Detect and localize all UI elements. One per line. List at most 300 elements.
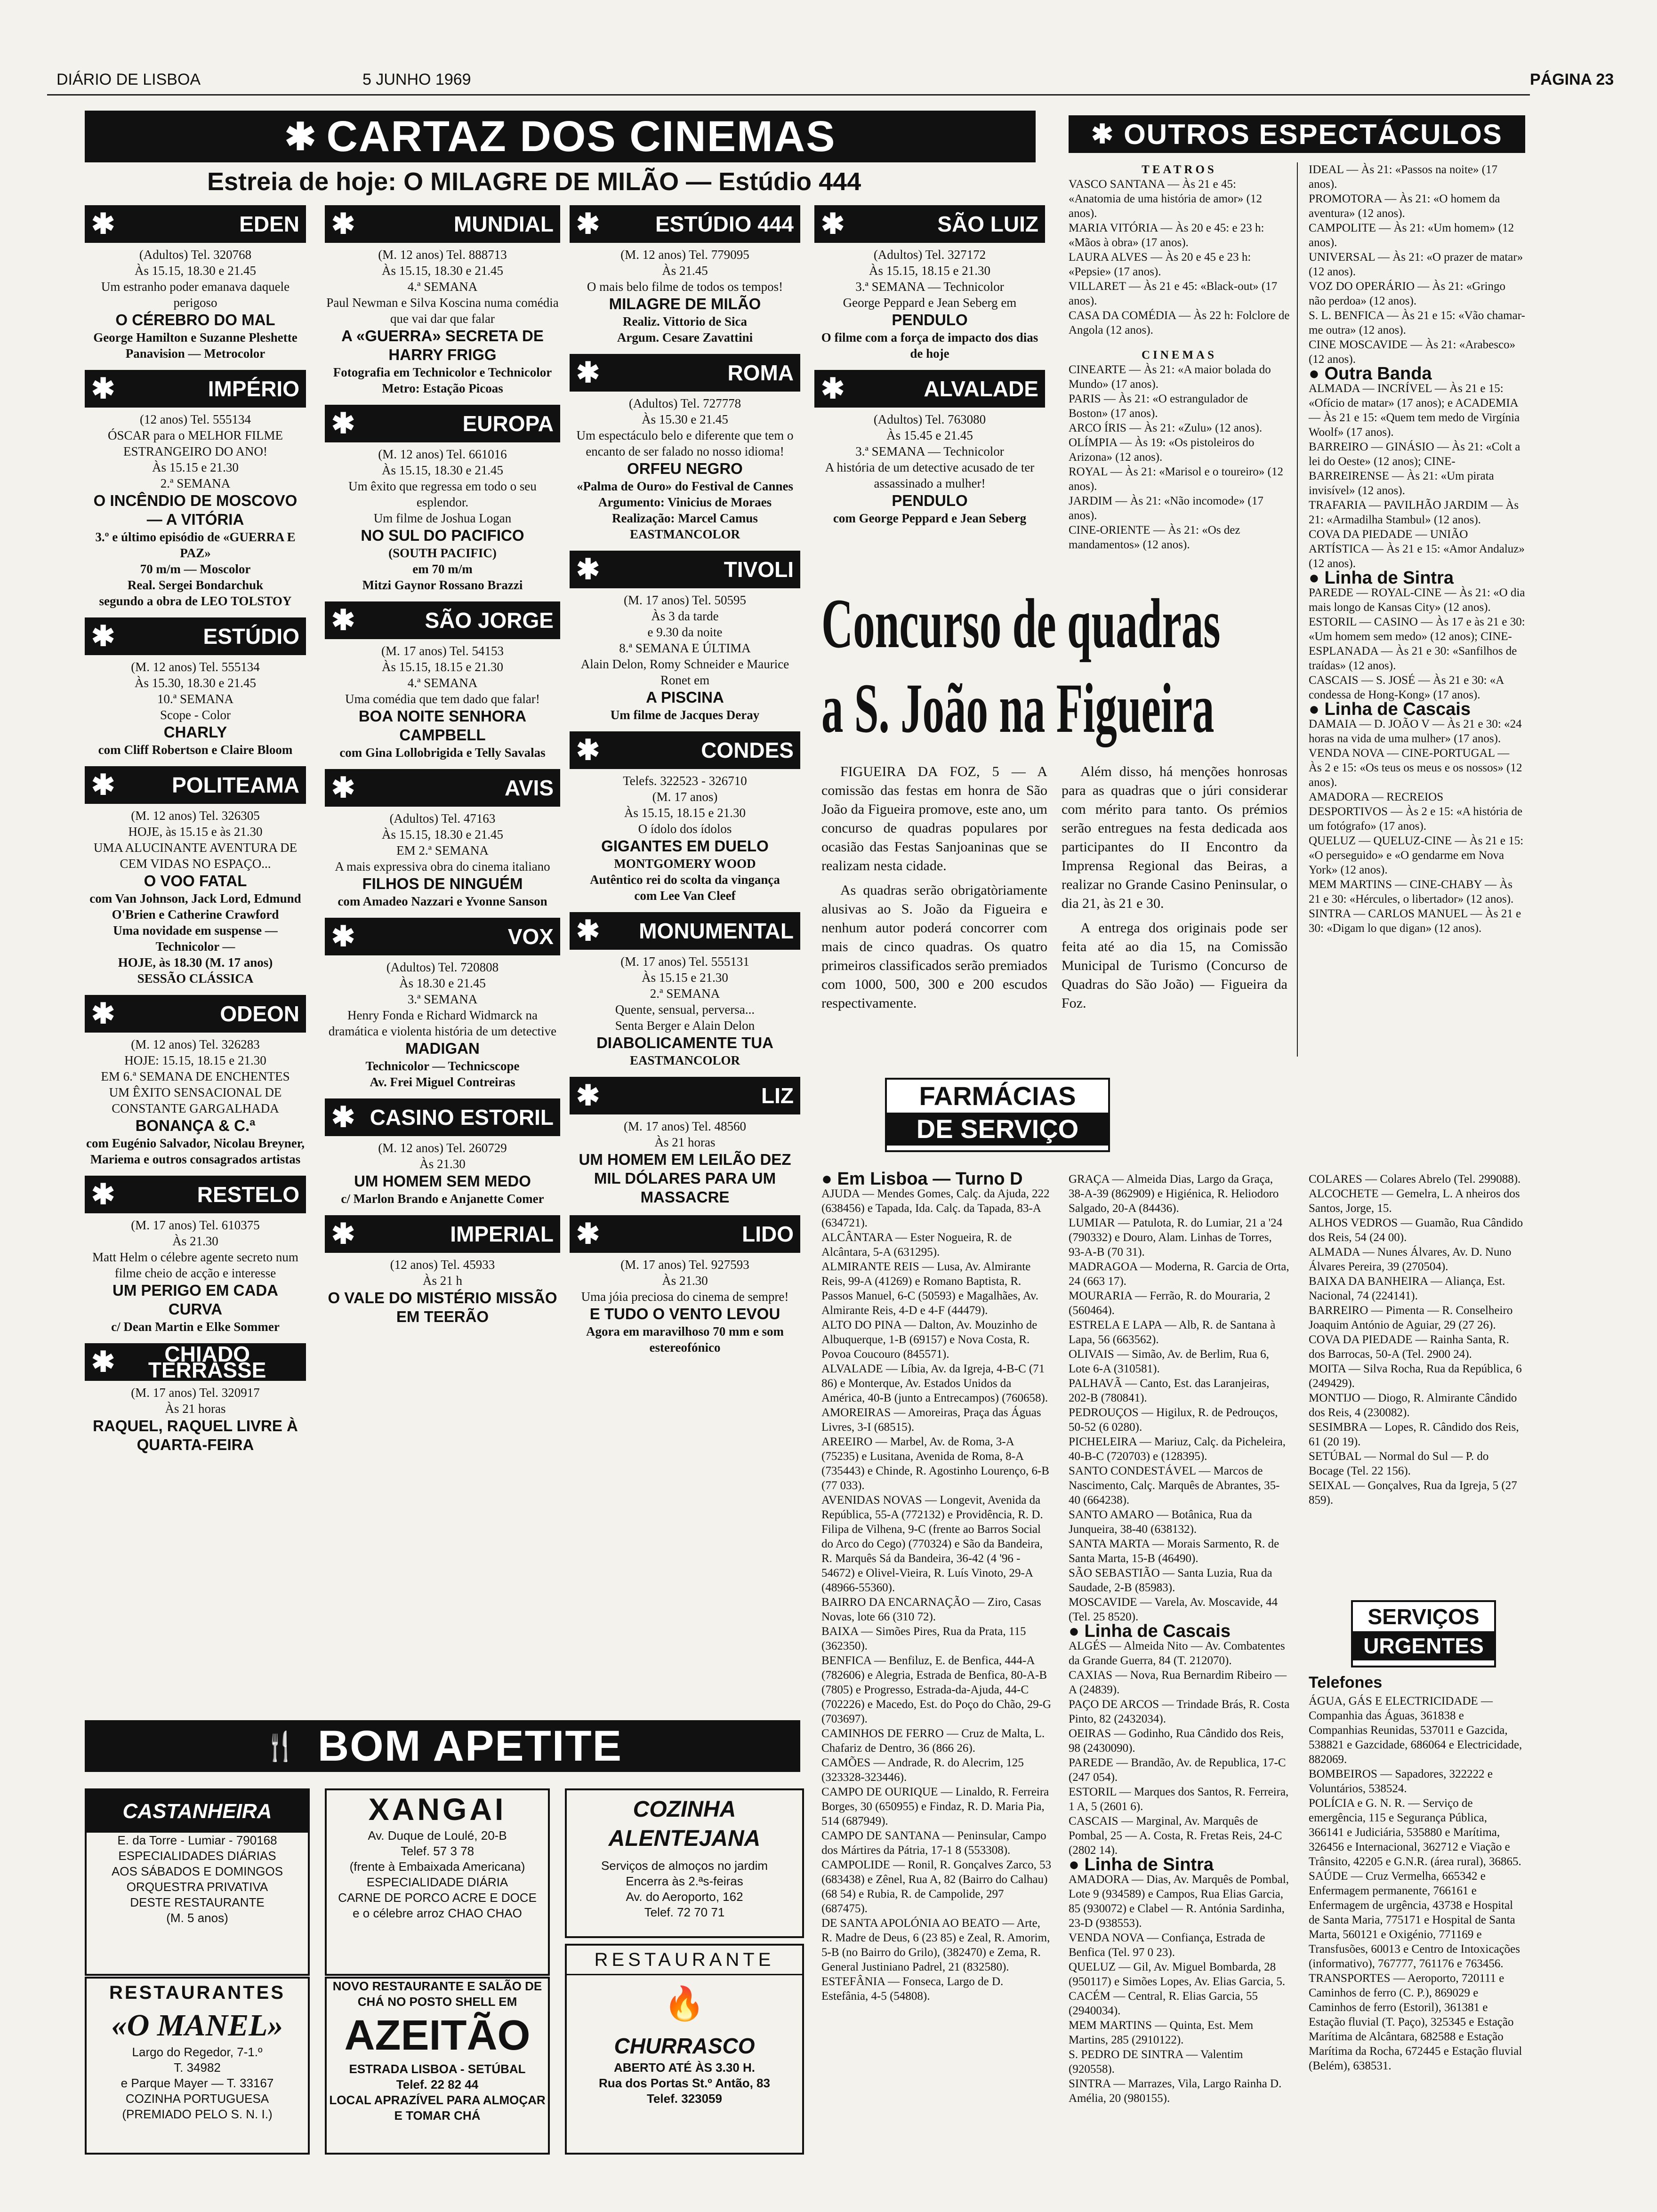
- cinema-name: CONDES: [701, 738, 794, 762]
- listing-line: Às 15.15, 18.30 e 21.45: [382, 264, 503, 278]
- list-item: LAURA ALVES — Às 20 e 45 e 23 h: «Pepsie» (17 anos).: [1069, 251, 1251, 278]
- cinema-listing: [325, 918, 560, 1090]
- listing-line: Às 21 horas: [654, 1135, 716, 1149]
- telefones-heading: Telefones: [1309, 1674, 1383, 1691]
- list-item: ESPECIALIDADES DIÁRIAS: [118, 1849, 276, 1863]
- farmacias-cascais-list: [1069, 1639, 1290, 1858]
- listing-line: Às 21.45: [662, 264, 708, 278]
- cinema-name: ESTÚDIO 444: [655, 212, 794, 236]
- list-item: ALCÂNTARA — Ester Nogueira, R. de Alcântara, 5-A (631295).: [821, 1231, 1012, 1258]
- list-item: BAIXA DA BANHEIRA — Aliança, Est. Nacional, 74 (224141).: [1309, 1275, 1505, 1302]
- listing-line: (M. 17 anos): [652, 790, 718, 804]
- asterisk-icon: ✱: [331, 604, 355, 636]
- list-item: UNIVERSAL — Às 21: «O prazer de matar» (12 anos).: [1309, 251, 1523, 278]
- asterisk-icon: ✱: [576, 553, 600, 585]
- cinema-listing: [325, 205, 560, 396]
- list-item: CINE-ORIENTE — Às 21: «Os dez mandamentos» (12 anos).: [1069, 524, 1240, 551]
- list-item: SINTRA — CARLOS MANUEL — Às 21 e 30: «Digam lo que digan» (12 anos).: [1309, 907, 1521, 935]
- cinema-listing: [85, 370, 306, 609]
- list-item: MEM MARTINS — CINE-CHABY — Às 21 e 30: «Hércules, o libertador» (12 anos).: [1309, 878, 1514, 906]
- listing-extra: Av. Frei Miguel Contreiras: [370, 1075, 515, 1089]
- asterisk-icon: ✱: [576, 357, 600, 388]
- asterisk-icon: ✱: [331, 208, 355, 240]
- film-title: O VALE DO MISTÉRIO MISSÃO EM TEERÃO: [328, 1289, 557, 1325]
- castanheira-name: CASTANHEIRA: [87, 1790, 308, 1833]
- cinema-name: SÃO JORGE: [425, 608, 554, 633]
- listing-line: Um espectáculo belo e diferente que tem o encanto de ser falado no nosso idioma!: [576, 428, 794, 458]
- cinema-listing: [570, 1215, 800, 1355]
- cinema-name: EDEN: [239, 212, 299, 236]
- cinema-column-3: [570, 202, 800, 1364]
- listing-extra: George Hamilton e Suzanne Pleshette: [93, 330, 298, 345]
- servicos-list: [1309, 1694, 1525, 2073]
- concurso-paragraph: FIGUEIRA DA FOZ, 5 — A comissão das festas em honra de São João da Figueira promove, este ano, um concurso de quadras populares por ocasião das Festas Sanjoaninas que se realizam nesta cidade.: [821, 764, 1047, 874]
- cinema-listing: [814, 370, 1045, 526]
- list-item: Telef. 57 3 78: [400, 1844, 475, 1858]
- cinema-name-banner: [325, 205, 560, 243]
- list-item: VENDA NOVA — CINE-PORTUGAL — Às 2 e 15: «Os teus os meus e os nossos» (12 anos).: [1309, 747, 1522, 789]
- asterisk-icon: ✱: [821, 208, 845, 240]
- asterisk-icon: ✱: [821, 373, 845, 404]
- list-item: IDEAL — Às 21: «Passos na noite» (17 anos).: [1309, 163, 1498, 191]
- list-item: AJUDA — Mendes Gomes, Calç. da Ajuda, 222 (638456) e Tapada, Ida. Calç. da Tapada, 83-A (634721).: [821, 1187, 1050, 1229]
- listing-line: Às 15.30 e 21.45: [642, 412, 728, 426]
- listing-line: Às 15.30, 18.30 e 21.45: [135, 676, 256, 690]
- teatros-list: [1069, 177, 1290, 337]
- list-item: VILLARET — Às 21 e 45: «Black-out» (17 anos).: [1069, 280, 1278, 307]
- cinema-name-banner: [570, 912, 800, 950]
- cinema-listing: [85, 995, 306, 1167]
- list-item: Telef. 323059: [647, 2092, 722, 2106]
- concurso-paragraph: A entrega dos originais pode ser feita até ao dia 15, na Comissão Municipal de Turismo (Concurso de Quadras do São João) — Figueira da Foz.: [1062, 920, 1287, 1011]
- listing-extra: Metro: Estação Picoas: [382, 381, 503, 395]
- cinema-name-banner: [325, 1098, 560, 1136]
- cinema-listing: [570, 551, 800, 723]
- film-title: UM HOMEM EM LEILÃO DEZ MIL DÓLARES PARA UM MASSACRE: [579, 1151, 791, 1206]
- listing-line: Às 15.15, 18.30 e 21.45: [135, 264, 256, 278]
- newspaper-name: DIÁRIO DE LISBOA: [56, 71, 201, 88]
- list-item: BAIRRO DA ENCARNAÇÃO — Ziro, Casas Novas, lote 66 (310 72).: [821, 1596, 1041, 1623]
- list-item: Av. do Aeroporto, 162: [626, 1890, 743, 1904]
- film-title: O INCÊNDIO DE MOSCOVO — A VITÓRIA: [93, 492, 298, 528]
- cinema-name-banner: [570, 205, 800, 243]
- listing-line: 4.ª SEMANA: [407, 280, 478, 294]
- outros-right-column: [1309, 162, 1525, 936]
- list-item: CAMPO DE SANTANA — Peninsular, Campo dos Mártires da Pátria, 17-1 8 (553308).: [821, 1829, 1046, 1857]
- listing-extra: EASTMANCOLOR: [629, 527, 740, 541]
- cinema-name-banner: [85, 995, 306, 1033]
- list-item: QUELUZ — QUELUZ-CINE — Às 21 e 15: «O perseguido» e «O gendarme em Nova York» (12 anos).: [1309, 834, 1524, 876]
- list-item: TRAFARIA — PAVILHÃO JARDIM — Às 21: «Armadilha Stambul» (12 anos).: [1309, 499, 1519, 526]
- listing-line: Um estranho poder emanava daquele perigoso: [101, 280, 290, 310]
- listing-extra: Fotografia em Technicolor e Technicolor: [333, 365, 552, 379]
- farmacias-mid-column: [1069, 1172, 1290, 2106]
- listing-line: (M. 12 anos) Tel. 888713: [378, 248, 507, 262]
- listing-line: Telefs. 322523 - 326710: [623, 774, 747, 788]
- asterisk-icon: ✱: [331, 1218, 355, 1250]
- listing-extra: (SOUTH PACIFIC): [388, 546, 497, 560]
- list-item: ESTRADA LISBOA - SETÚBAL: [349, 2062, 526, 2076]
- list-item: OLÍMPIA — Às 19: «Os pistoleiros do Arizona» (12 anos).: [1069, 436, 1255, 464]
- fork-knife-icon: 🍴: [263, 1730, 299, 1762]
- listing-line: George Peppard e Jean Seberg em: [843, 296, 1017, 310]
- farmacias-lisboa-column: [821, 1169, 1052, 2004]
- listing-line: (Adultos) Tel. 327172: [873, 248, 986, 262]
- list-item: AMOREIRAS — Amoreiras, Praça das Águas Livres, 3-I (68515).: [821, 1406, 1041, 1434]
- listing-line: (M. 12 anos) Tel. 661016: [378, 447, 507, 461]
- list-item: SANTO AMARO — Botânica, Rua da Junqueira, 38-40 (638132).: [1069, 1508, 1252, 1536]
- cinema-listing: [570, 1077, 800, 1207]
- listing-line: (12 anos) Tel. 555134: [139, 412, 251, 426]
- list-item: CAMPOLIDE — Ronil, R. Gonçalves Zarco, 53 (683438) e Zênel, Rua A, 82 (Bairro do Calhau) (68 54) e Rubia, R. de Campolide, 297 (687475).: [821, 1859, 1052, 1915]
- cinema-name-banner: [570, 551, 800, 588]
- list-item: DAMAIA — D. JOÃO V — Às 21 e 30: «24 horas na vida de uma mulher» (17 anos).: [1309, 718, 1522, 745]
- listing-line: 2.ª SEMANA: [160, 476, 231, 490]
- list-item: PAÇO DE ARCOS — Trindade Brás, R. Costa Pinto, 82 (2432034).: [1069, 1698, 1290, 1725]
- listing-extra: Uma novidade em suspense — Technicolor —: [113, 923, 278, 954]
- churrasco-head: RESTAURANTE: [567, 1946, 802, 1975]
- list-item: ALGÉS — Almeida Nito — Av. Combatentes da Grande Guerra, 84 (T. 212070).: [1069, 1640, 1285, 1667]
- cinema-name-banner: [814, 205, 1045, 243]
- listing-line: (M. 12 anos) Tel. 555134: [131, 660, 260, 674]
- listing-line: e 9.30 da noite: [647, 625, 723, 639]
- concurso-text-right: [1062, 762, 1287, 1018]
- listing-extra: SESSÃO CLÁSSICA: [137, 971, 254, 986]
- servicos-title-2: URGENTES: [1353, 1631, 1494, 1660]
- listing-line: Um êxito que regressa em todo o seu esplendor.: [348, 479, 537, 509]
- listing-line: ÓSCAR para o MELHOR FILME ESTRANGEIRO DO ANO!: [108, 428, 283, 458]
- farmacias-banner: [885, 1078, 1110, 1152]
- manel-head: RESTAURANTES: [109, 1982, 285, 2003]
- listing-line: EM 2.ª SEMANA: [396, 843, 489, 858]
- list-item: CAXIAS — Nova, Rua Bernardim Ribeiro — A (24839).: [1069, 1669, 1287, 1696]
- film-title: E TUDO O VENTO LEVOU: [589, 1305, 780, 1322]
- list-item: SESIMBRA — Lopes, R. Cândido dos Reis, 61 (20 19).: [1309, 1421, 1519, 1448]
- list-item: SEIXAL — Gonçalves, Rua da Igreja, 5 (27 859).: [1309, 1479, 1517, 1507]
- cinema-name-banner: [325, 769, 560, 807]
- ad-cozinha-alentejana: [565, 1788, 804, 1938]
- cinema-column-1: [85, 202, 306, 1463]
- film-title: CHARLY: [163, 723, 227, 741]
- film-title: PENDULO: [892, 311, 968, 329]
- film-title: BOA NOITE SENHORA CAMPBELL: [358, 707, 527, 744]
- list-item: TRANSPORTES — Aeroporto, 720111 e Caminhos de ferro (C. P.), 869029 e Caminhos de ferro (Estoril), 361381 e Estação fluvial (T. Paço), 325345 e Estação Marítima de Alcântara, 682588 e Estação Marítima da Rocha, 672445 e Estação fluvial (Belém), 638531.: [1309, 1972, 1522, 2072]
- listing-extra: com Amadeo Nazzari e Yvonne Sanson: [338, 894, 547, 908]
- asterisk-icon: ✱: [284, 115, 317, 158]
- concurso-title-1: Concurso de quadras: [821, 585, 1221, 663]
- servicos-column: [1309, 1675, 1525, 2073]
- cinema-name: IMPÉRIO: [208, 377, 299, 401]
- list-item: AOS SÁBADOS E DOMINGOS: [111, 1864, 283, 1878]
- servicos-banner: [1351, 1600, 1496, 1667]
- list-item: COZINHA PORTUGUESA: [125, 2092, 269, 2106]
- list-item: MADRAGOA — Moderna, R. Garcia de Orta, 24 (663 17).: [1069, 1260, 1289, 1288]
- cinema-name: POLITEAMA: [172, 773, 299, 797]
- list-item: AREEIRO — Marbel, Av. de Roma, 3-A (75235) e Lusitana, Avenida de Roma, 8-A (735443) e Chinde, R. Agostinho Lourenço, 6-B (77 033).: [821, 1435, 1049, 1492]
- listing-line: (Adultos) Tel. 720808: [386, 960, 499, 974]
- cinema-name: CASINO ESTORIL: [370, 1105, 554, 1130]
- list-item: ESTORIL — Marques dos Santos, R. Ferreira, 1 A, 5 (2601 6).: [1069, 1786, 1289, 1813]
- listing-line: UMA ALUCINANTE AVENTURA DE CEM VIDAS NO ESPAÇO...: [93, 841, 298, 871]
- list-item: S. PEDRO DE SINTRA — Valentim (920558).: [1069, 2048, 1243, 2076]
- alentejana-name: COZINHA ALENTEJANA: [608, 1797, 761, 1851]
- listing-extra: Autêntico rei do scolta da vingança: [590, 873, 780, 887]
- outra-banda-list: [1309, 381, 1525, 571]
- ad-xangai: [325, 1788, 550, 1976]
- farmacias-sintra-list: [1069, 1872, 1290, 2106]
- listing-line: (M. 12 anos) Tel. 326283: [131, 1037, 260, 1051]
- listing-line: Alain Delon, Romy Schneider e Maurice Ronet em: [580, 657, 789, 687]
- flame-icon: 🔥: [664, 1985, 705, 2022]
- list-item: Largo do Regedor, 7-1.º: [132, 2045, 263, 2059]
- film-title: FILHOS DE NINGUÉM: [362, 875, 523, 892]
- list-item: (M. 5 anos): [166, 1911, 228, 1925]
- listing-line: 3.ª SEMANA — Technicolor: [855, 444, 1004, 458]
- sintra-list: [1309, 585, 1525, 702]
- outros-banner: [1069, 115, 1525, 153]
- listing-line: 2.ª SEMANA: [650, 986, 720, 1001]
- list-item: MARIA VITÓRIA — Às 20 e 45: e 23 h: «Mãos à obra» (17 anos).: [1069, 222, 1264, 249]
- listing-extra: segundo a obra de LEO TOLSTOY: [99, 594, 292, 608]
- churrasco-name: CHURRASCO: [614, 2034, 755, 2058]
- cinema-name: ROMA: [727, 361, 794, 385]
- listing-line: (M. 17 anos) Tel. 927593: [620, 1258, 749, 1272]
- list-item: CAMPOLITE — Às 21: «Um homem» (12 anos).: [1309, 222, 1514, 249]
- listing-extra: com George Peppard e Jean Seberg: [833, 511, 1027, 525]
- cinema-name: LIZ: [761, 1083, 794, 1108]
- listing-line: (M. 12 anos) Tel. 326305: [131, 809, 260, 823]
- listing-line: (12 anos) Tel. 45933: [390, 1258, 495, 1272]
- listing-line: Às 3 da tarde: [651, 609, 719, 623]
- cinema-listing: [570, 912, 800, 1068]
- listing-extra: c/ Dean Martin e Elke Sommer: [111, 1320, 280, 1334]
- listing-extra: com Van Johnson, Jack Lord, Edmund O'Brien e Catherine Crawford: [89, 891, 301, 922]
- farmacias-right-column: [1309, 1172, 1525, 1507]
- listing-extra: Argum. Cesare Zavattini: [617, 330, 753, 345]
- list-item: SANTO CONDESTÁVEL — Marcos de Nascimento, Calç. Marquês de Abrantes, 35-40 (664238).: [1069, 1465, 1280, 1507]
- list-item: Telef. 22 82 44: [396, 2077, 479, 2092]
- manel-lines: [87, 2044, 308, 2122]
- asterisk-icon: ✱: [331, 408, 355, 439]
- list-item: CARNE DE PORCO ACRE E DOCE: [338, 1891, 537, 1905]
- azeitao-name: AZEITÃO: [344, 2012, 531, 2059]
- film-title: UM HOMEM SEM MEDO: [354, 1172, 531, 1190]
- listing-line: Uma jóia preciosa do cinema de sempre!: [581, 1290, 789, 1304]
- listing-line: Senta Berger e Alain Delon: [615, 1018, 755, 1033]
- listing-line: (M. 17 anos) Tel. 555131: [620, 954, 749, 969]
- list-item: ALMADA — INCRÍVEL — Às 21 e 15: «Ofício de matar» (17 anos); e ACADEMIA — Às 21 e 15: «Quem tem medo de Virgínia Woolf» (17 anos).: [1309, 382, 1520, 439]
- ad-castanheira: [85, 1788, 310, 1976]
- list-item: CAMÕES — Andrade, R. do Alecrim, 125 (323328-323446).: [821, 1756, 1024, 1784]
- listing-line: 10.ª SEMANA: [157, 692, 233, 706]
- list-item: ÁGUA, GÁS E ELECTRICIDADE — Companhia das Águas, 361838 e Companhias Reunidas, 537011 e Gazcida, 538821 e Gazcidade, 686064 e Electricidade, 882069.: [1309, 1695, 1522, 1766]
- cinema-listing: [85, 617, 306, 758]
- list-item: SINTRA — Marrazes, Vila, Largo Rainha D. Amélia, 20 (980155).: [1069, 2077, 1282, 2105]
- list-item: CAMPO DE OURIQUE — Linaldo, R. Ferreira Borges, 30 (650955) e Findaz, R. D. Maria Pia, 514 (687949).: [821, 1786, 1049, 1827]
- list-item: VASCO SANTANA — Às 21 e 45: «Anatomia de uma história de amor» (12 anos).: [1069, 178, 1262, 220]
- cinema-name: ODEON: [220, 1002, 299, 1026]
- list-item: COVA DA PIEDADE — UNIÃO ARTÍSTICA — Às 21 e 15: «Amor Andaluz» (12 anos).: [1309, 528, 1525, 570]
- asterisk-icon: ✱: [576, 1080, 600, 1111]
- film-title: O CÉREBRO DO MAL: [115, 311, 275, 329]
- cinema-name-banner: [570, 1215, 800, 1253]
- listing-line: Às 21.30: [662, 1274, 708, 1288]
- film-title: GIGANTES EM DUELO: [601, 837, 769, 855]
- asterisk-icon: ✱: [91, 1178, 115, 1210]
- list-item: PROMOTORA — Às 21: «O homem da aventura» (12 anos).: [1309, 192, 1500, 220]
- listing-extra: 70 m/m — Moscolor: [140, 562, 251, 576]
- list-item: VOZ DO OPERÁRIO — Às 21: «Gringo não perdoa» (12 anos).: [1309, 280, 1506, 307]
- issue-date: 5 JUNHO 1969: [362, 71, 471, 88]
- listing-line: (M. 17 anos) Tel. 50595: [623, 593, 747, 607]
- list-item: OEIRAS — Godinho, Rua Cândido dos Reis, 98 (2430090).: [1069, 1727, 1284, 1755]
- list-item: BOMBEIROS — Sapadores, 322222 e Voluntários, 538524.: [1309, 1768, 1493, 1795]
- cinema-name-banner: [325, 601, 560, 639]
- listing-line: (Adultos) Tel. 47163: [389, 811, 496, 825]
- listing-line: Às 21.30: [172, 1234, 218, 1248]
- list-item: ORQUESTRA PRIVATIVA: [126, 1880, 268, 1894]
- list-item: CINEARTE — Às 21: «A maior bolada do Mundo» (17 anos).: [1069, 363, 1271, 391]
- cinema-name-banner: [85, 617, 306, 655]
- outra-banda-heading: ● Outra Banda: [1309, 367, 1525, 381]
- listing-line: Quente, sensual, perversa...: [615, 1002, 755, 1017]
- listing-line: (M. 12 anos) Tel. 260729: [378, 1141, 507, 1155]
- listing-line: O mais belo filme de todos os tempos!: [587, 280, 783, 294]
- list-item: BARREIRO — Pimenta — R. Conselheiro Joaquim António de Aguiar, 29 (27 26).: [1309, 1304, 1513, 1331]
- lisboa-heading: ● Em Lisboa — Turno D: [821, 1172, 1052, 1186]
- cinema-name: TIVOLI: [724, 557, 794, 582]
- listing-extra: Mitzi Gaynor Rossano Brazzi: [362, 578, 523, 592]
- cinema-column-2: [325, 202, 560, 1335]
- list-item: Rua dos Portas St.º Antão, 83: [599, 2076, 770, 2090]
- cartaz-banner: [85, 111, 1036, 162]
- listing-line: (M. 17 anos) Tel. 320917: [131, 1386, 260, 1400]
- farmacias-title-1: FARMÁCIAS: [919, 1081, 1076, 1111]
- xangai-lines: [327, 1828, 548, 1921]
- estreia-line: Estreia de hoje: O MILAGRE DE MILÃO — Estúdio 444: [207, 168, 861, 196]
- list-item: ALMADA — Nunes Álvares, Av. D. Nuno Álvares Pereira, 39 (270504).: [1309, 1246, 1512, 1273]
- list-item: CASA DA COMÉDIA — Às 22 h: Folclore de Angola (12 anos).: [1069, 309, 1290, 337]
- listing-line: HOJE, às 15.15 e às 21.30: [128, 825, 263, 839]
- listing-extra: Real. Sergei Bondarchuk: [127, 578, 264, 592]
- cinema-name-banner: [570, 1077, 800, 1114]
- list-item: MOITA — Silva Rocha, Rua da República, 6 (249429).: [1309, 1362, 1522, 1390]
- churrasco-lines: [567, 2060, 802, 2107]
- list-item: COVA DA PIEDADE — Rainha Santa, R. dos Barrocas, 50-A (Tel. 2900 24).: [1309, 1333, 1509, 1361]
- list-item: ESTEFÂNIA — Fonseca, Largo de D. Estefânia, 4-5 (54808).: [821, 1975, 1004, 2003]
- film-title: NO SUL DO PACIFICO: [361, 527, 524, 544]
- cinema-name-banner: [85, 205, 306, 243]
- concurso-text-left: [821, 762, 1047, 1018]
- list-item: ALVALADE — Líbia, Av. da Igreja, 4-B-C (71 86) e Monterque, Av. Estados Unidos da América, 40-B (junto a Entrecampos) (760658).: [821, 1362, 1048, 1404]
- xangai-name: XANGAI: [368, 1792, 507, 1827]
- listing-line: A história de um detective acusado de ter assassinado a mulher!: [825, 460, 1035, 490]
- list-item: CASCAIS — Marginal, Av. Marquês de Pombal, 25 — A. Costa, R. Fretas Reis, 24-C (2802 14).: [1069, 1815, 1282, 1857]
- listing-line: O ídolo dos ídolos: [638, 822, 732, 836]
- asterisk-icon: ✱: [1091, 119, 1115, 149]
- list-item: Encerra às 2.ªs-feiras: [626, 1874, 743, 1888]
- film-title: O VOO FATAL: [144, 872, 247, 890]
- asterisk-icon: ✱: [91, 998, 115, 1029]
- cinema-listing: [85, 1343, 306, 1454]
- list-item: Telef. 72 70 71: [644, 1905, 725, 1919]
- list-item: PAREDE — ROYAL-CINE — Às 21: «O dia mais longo de Kansas City» (12 anos).: [1309, 586, 1525, 614]
- listing-line: (Adultos) Tel. 727778: [628, 396, 741, 410]
- manel-name: «O MANEL»: [111, 2008, 283, 2043]
- azeitao-lines: [327, 1979, 548, 2010]
- cinema-listing: [570, 354, 800, 542]
- cinema-name: MUNDIAL: [453, 212, 554, 236]
- listing-extra: com Lee Van Cleef: [634, 889, 736, 903]
- asterisk-icon: ✱: [91, 373, 115, 404]
- bom-apetite-banner: [85, 1720, 800, 1772]
- asterisk-icon: ✱: [91, 208, 115, 240]
- listing-extra: Um filme de Jacques Deray: [610, 708, 760, 722]
- listing-line: Henry Fonda e Richard Widmarck na dramática e violenta história de um detective: [328, 1008, 557, 1038]
- listing-extra: com Eugénio Salvador, Nicolau Breyner, Mariema e outros consagrados artistas: [86, 1136, 305, 1166]
- cinema-name: EUROPA: [462, 411, 554, 436]
- outros-divider: [1297, 162, 1298, 1057]
- list-item: MEM MARTINS — Quinta, Est. Mem Martins, 285 (2910122).: [1069, 2019, 1254, 2046]
- cinemas-heading: CINEMAS: [1141, 349, 1217, 361]
- list-item: POLÍCIA e G. N. R. — Serviço de emergência, 115 e Segurança Pública, 366141 e Judiciária, 535880 e Marítima, 326456 e Internacional, 362712 e Viação e Trânsito, 42205 e G.N.R. (área rural), 36865.: [1309, 1797, 1521, 1868]
- asterisk-icon: ✱: [576, 1218, 600, 1250]
- cinema-listing: [85, 1176, 306, 1335]
- farmacias-cascais-heading: ● Linha de Cascais: [1069, 1624, 1290, 1639]
- list-item: LOCAL APRAZÍVEL PARA ALMOÇAR E TOMAR CHÁ: [329, 2093, 546, 2123]
- outros-title: OUTROS ESPECTÁCULOS: [1124, 118, 1503, 150]
- listing-extra: Argumento: Vinicius de Moraes: [598, 495, 772, 509]
- sintra-heading: ● Linha de Sintra: [1309, 571, 1525, 585]
- listing-line: Às 21 h: [422, 1274, 462, 1288]
- cinema-name: ALVALADE: [924, 377, 1038, 401]
- listing-line: (M. 17 anos) Tel. 610375: [131, 1218, 260, 1232]
- cascais-list: [1309, 717, 1525, 936]
- list-item: ALCOCHETE — Gemelra, L. A nheiros dos Santos, Jorge, 15.: [1309, 1187, 1520, 1215]
- asterisk-icon: ✱: [331, 921, 355, 952]
- list-item: e o célebre arroz CHAO CHAO: [353, 1906, 522, 1920]
- list-item: BARREIRO — GINÁSIO — Às 21: «Colt a lei do Oeste» (12 anos); CINE-BARREIRENSE — Às 21: «Um pirata invisível» (12 anos).: [1309, 441, 1520, 497]
- list-item: PAREDE — Brandão, Av. de Republica, 17-C (247 054).: [1069, 1756, 1286, 1784]
- listing-line: Às 15.45 e 21.45: [886, 428, 973, 442]
- asterisk-icon: ✱: [576, 734, 600, 766]
- cinema-name: ESTÚDIO: [203, 624, 299, 649]
- list-item: DESTE RESTAURANTE: [130, 1895, 265, 1909]
- listing-line: (M. 17 anos) Tel. 54153: [381, 644, 504, 658]
- list-item: ALTO DO PINA — Dalton, Av. Mouzinho de Albuquerque, 1-B (69157) e Nova Costa, R. Povoa Coucouro (845571).: [821, 1319, 1038, 1361]
- listing-line: Às 15.15 e 21.30: [642, 970, 728, 985]
- cinema-name: RESTELO: [197, 1182, 299, 1207]
- ad-o-manel: [85, 1977, 310, 2155]
- list-item: ARCO ÍRIS — Às 21: «Zulu» (12 anos).: [1069, 422, 1263, 434]
- farmacias-right-list: [1309, 1172, 1525, 1507]
- list-item: T. 34982: [174, 2060, 221, 2075]
- list-item: PARIS — Às 21: «O estrangulador de Boston» (17 anos).: [1069, 393, 1248, 420]
- listing-line: 4.ª SEMANA: [407, 676, 478, 690]
- list-item: GRAÇA — Almeida Dias, Largo da Graça, 38-A-39 (862909) e Higiénica, R. Heliodoro Salgado, 20-A (84436).: [1069, 1173, 1279, 1215]
- film-title: A «GUERRA» SECRETA DE HARRY FRIGG: [341, 327, 544, 363]
- listing-extra: Technicolor — Technicscope: [365, 1059, 520, 1073]
- listing-extra: com Cliff Robertson e Claire Bloom: [98, 743, 293, 757]
- cinema-listing: [85, 205, 306, 361]
- listing-line: Matt Helm o célebre agente secreto num filme cheio de acção e interesse: [92, 1250, 298, 1280]
- film-title: PENDULO: [892, 492, 968, 509]
- listing-line: Às 15.15, 18.30 e 21.45: [382, 827, 503, 842]
- listing-line: (M. 12 anos) Tel. 779095: [620, 248, 749, 262]
- listing-extra: Agora em maravilhoso 70 mm e som estereofónico: [586, 1324, 784, 1354]
- list-item: CACÉM — Central, R. Elias Garcia, 55 (2940034).: [1069, 1990, 1258, 2017]
- cinema-name: AVIS: [505, 776, 554, 800]
